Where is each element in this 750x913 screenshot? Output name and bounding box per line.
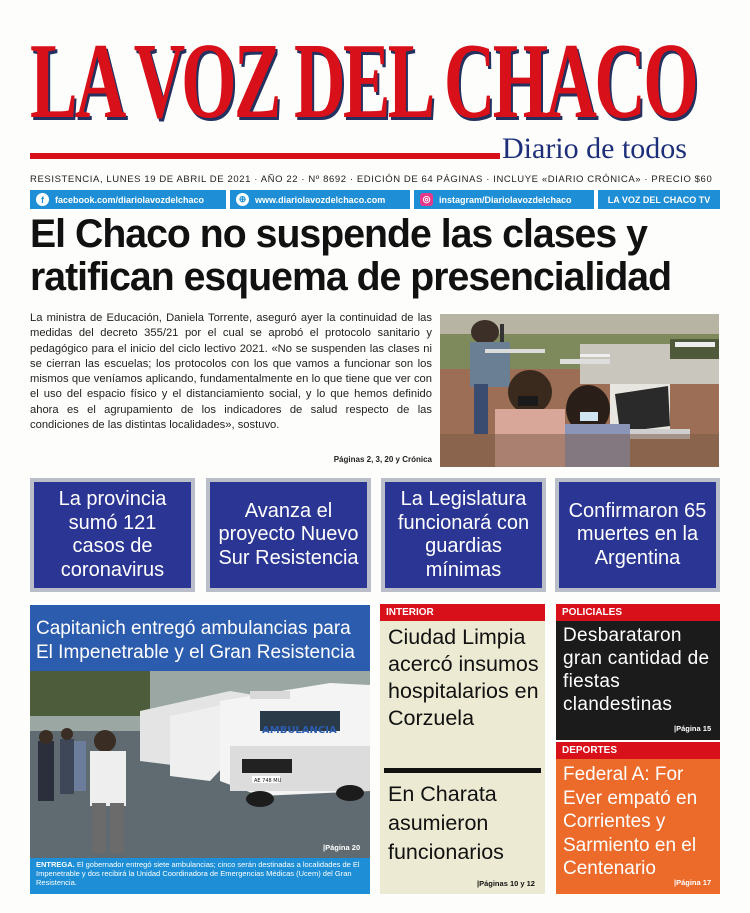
news-box-text: La Legislatura funcionará con guardias mínimas xyxy=(397,488,530,581)
facebook-icon: f xyxy=(36,193,49,206)
ambulances-headline[interactable]: Capitanich entregó ambulancias para El Impenetrable y el Gran Resistencia xyxy=(30,605,370,671)
interior-story-corzuela[interactable]: Ciudad Limpia acercó insumos hospitalarios en Corzuela xyxy=(388,625,539,730)
newspaper-title: LA VOZ DEL CHACO xyxy=(30,22,697,141)
tv-label: LA VOZ DEL CHACO TV xyxy=(607,194,711,205)
website-label: www.diariolavozdelchaco.com xyxy=(255,194,386,205)
deportes-section xyxy=(556,742,720,894)
tv-link[interactable] xyxy=(598,190,720,209)
facebook-link[interactable] xyxy=(30,190,226,209)
interior-divider xyxy=(384,768,541,773)
masthead xyxy=(26,22,726,168)
instagram-label: instagram/Diariolavozdelchaco xyxy=(439,194,572,205)
newspaper-tagline: Diario de todos xyxy=(502,132,687,165)
masthead-rule xyxy=(30,153,500,159)
ambulances-photo xyxy=(30,671,370,858)
news-box-text: Avanza el proyecto Nuevo Sur Resistencia xyxy=(218,499,359,569)
deportes-story[interactable]: Federal A: For Ever empató en Corrientes y Sarmiento en el Centenario xyxy=(563,764,698,879)
edition-line: RESISTENCIA, LUNES 19 DE ABRIL DE 2021 · AÑO 22 · Nº 8692 · EDICIÓN DE 64 PÁGINAS · INCLUYE «DIARIO CRÓNICA» · PRECIO $60 xyxy=(30,174,713,185)
news-box-coronavirus[interactable] xyxy=(30,478,195,592)
interior-tag: INTERIOR xyxy=(380,604,545,621)
policiales-page: |Página 15 xyxy=(674,724,712,733)
interior-pages: |Páginas 10 y 12 xyxy=(477,879,535,888)
deportes-tag: DEPORTES xyxy=(556,742,720,759)
ambulances-caption xyxy=(30,858,370,894)
policiales-section xyxy=(556,604,720,740)
interior-story-charata[interactable]: En Charata asumieron funcionarios xyxy=(388,782,504,864)
main-headline[interactable]: El Chaco no suspende las clases y ratifican esquema de presencialidad xyxy=(30,212,672,299)
license-plate: AE 748 MU xyxy=(254,778,282,784)
main-story-lead: La ministra de Educación, Daniela Torrente, aseguró ayer la continuidad de las medidas del decreto 355/21 por el cual se aprobó el protocolo sanitario y pedagógico para el inicio del ciclo lectivo 2021. «No se suspenden las clases ni se cierran las escuelas; los protocolos con los que vamos a funcionar son los mismos que veníamos aplicando, fundamentalmente en lo que tiene que ver con el uso del espacio físico y el distanciamiento social, y lo que hemos definido ahora es el agrupamiento de los indicadores de salud respecto de las condiciones de las distintas localidades», sostuvo. xyxy=(30,312,432,432)
website-link[interactable] xyxy=(230,190,410,209)
instagram-link[interactable] xyxy=(414,190,594,209)
ambulance-lettering: AMBULANCIA xyxy=(262,725,337,736)
ambulances-page: |Página 20 xyxy=(323,843,361,852)
news-box-text: Confirmaron 65 muertes en la Argentina xyxy=(568,499,707,569)
social-bar xyxy=(30,190,720,209)
news-box-muertes[interactable] xyxy=(555,478,720,592)
deportes-page: |Página 17 xyxy=(674,878,712,887)
news-box-nuevo-sur[interactable] xyxy=(206,478,371,592)
facebook-label: facebook.com/diariolavozdelchaco xyxy=(55,194,205,205)
classroom-photo xyxy=(440,314,719,467)
main-story-pages: Páginas 2, 3, 20 y Crónica xyxy=(333,455,432,464)
interior-section xyxy=(380,604,545,894)
caption-label: ENTREGA. xyxy=(36,860,75,869)
news-box-legislatura[interactable] xyxy=(381,478,546,592)
policiales-story[interactable]: Desbarataron gran cantidad de fiestas clandestinas xyxy=(563,625,710,715)
policiales-tag: POLICIALES xyxy=(556,604,720,621)
instagram-icon: ◎ xyxy=(420,193,433,206)
globe-icon: ⊕ xyxy=(236,193,249,206)
caption-text: El gobernador entregó siete ambulancias; cinco serán destinadas a localidades de El Impenetrable y dos recibirá la Unidad Coordinadora de Emergencias Médicas (Ucem) del Gran Resistencia. xyxy=(36,860,360,887)
news-box-text: La provincia sumó 121 casos de coronavirus xyxy=(58,488,167,581)
